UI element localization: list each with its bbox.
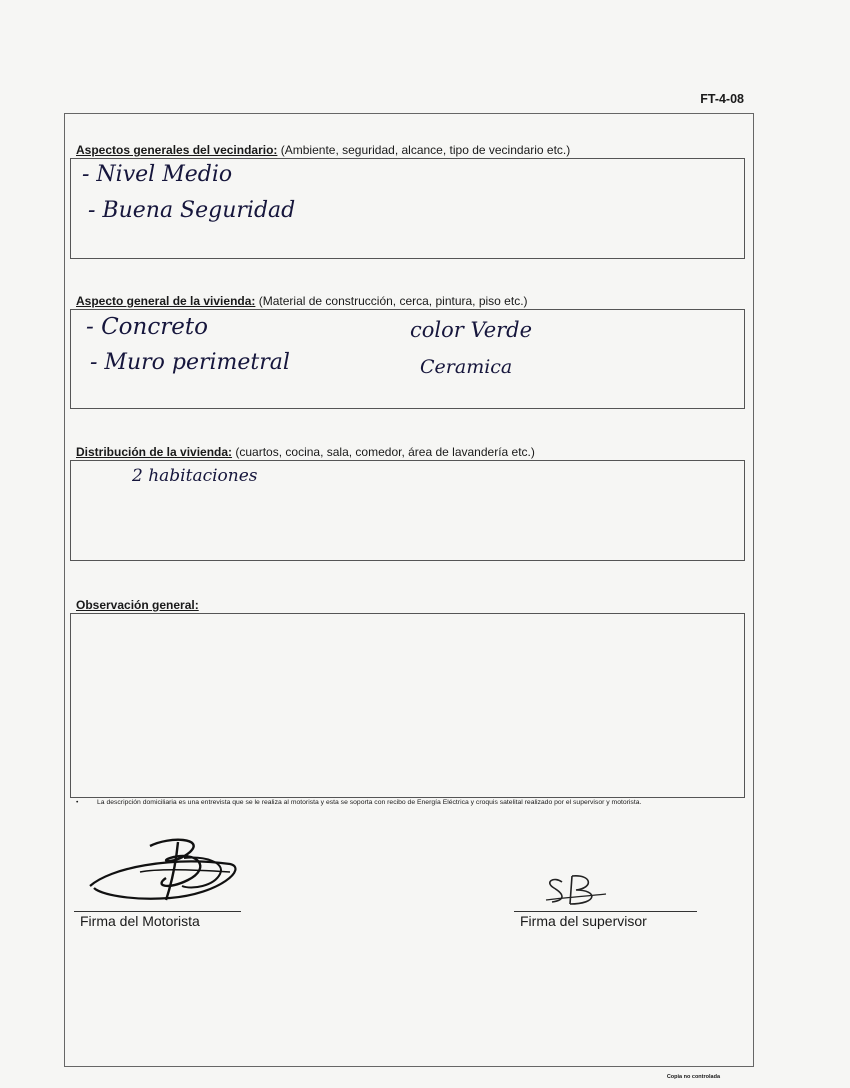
supervisor-signature — [540, 870, 620, 914]
observation-title: Observación general: — [76, 598, 199, 612]
footnote-text: La descripción domiciliaria es una entrevista que se le realiza al motorista y esta se soporta con recibo de Energía Eléctrica y croquis satelital realizado por el supervisor y motorista. — [97, 799, 642, 806]
motorista-signature — [80, 828, 250, 912]
housing-right-line-1: color Verde — [410, 318, 533, 342]
housing-right-line-2: Ceramica — [420, 356, 513, 378]
footnote-bullet: • — [76, 799, 79, 806]
neighborhood-line-2: - Buena Seguridad — [88, 198, 296, 223]
distribution-line-1: 2 habitaciones — [132, 466, 258, 486]
housing-left-line-1: - Concreto — [86, 314, 208, 340]
distribution-title: Distribución de la vivienda: — [76, 445, 233, 459]
distribution-hint: (cuartos, cocina, sala, comedor, área de lavandería etc.) — [232, 445, 535, 459]
observation-section-title — [76, 598, 199, 612]
neighborhood-line-1: - Nivel Medio — [82, 162, 233, 187]
footer-copy-note: Copia no controlada — [666, 1074, 720, 1080]
neighborhood-section-title — [76, 143, 570, 157]
distribution-section-title — [76, 445, 535, 459]
form-code: FT-4-08 — [700, 92, 744, 106]
motorista-signature-line — [74, 911, 241, 912]
housing-hint: (Material de construcción, cerca, pintura, piso etc.) — [255, 294, 528, 308]
housing-left-line-2: - Muro perimetral — [90, 350, 290, 375]
motorista-signature-label: Firma del Motorista — [80, 913, 200, 929]
neighborhood-hint: (Ambiente, seguridad, alcance, tipo de vecindario etc.) — [277, 143, 571, 157]
housing-section-title — [76, 294, 528, 308]
supervisor-signature-label: Firma del supervisor — [520, 913, 647, 929]
neighborhood-title: Aspectos generales del vecindario: — [76, 143, 278, 157]
supervisor-signature-line — [514, 911, 697, 912]
observation-box — [70, 613, 745, 798]
housing-title: Aspecto general de la vivienda: — [76, 294, 256, 308]
